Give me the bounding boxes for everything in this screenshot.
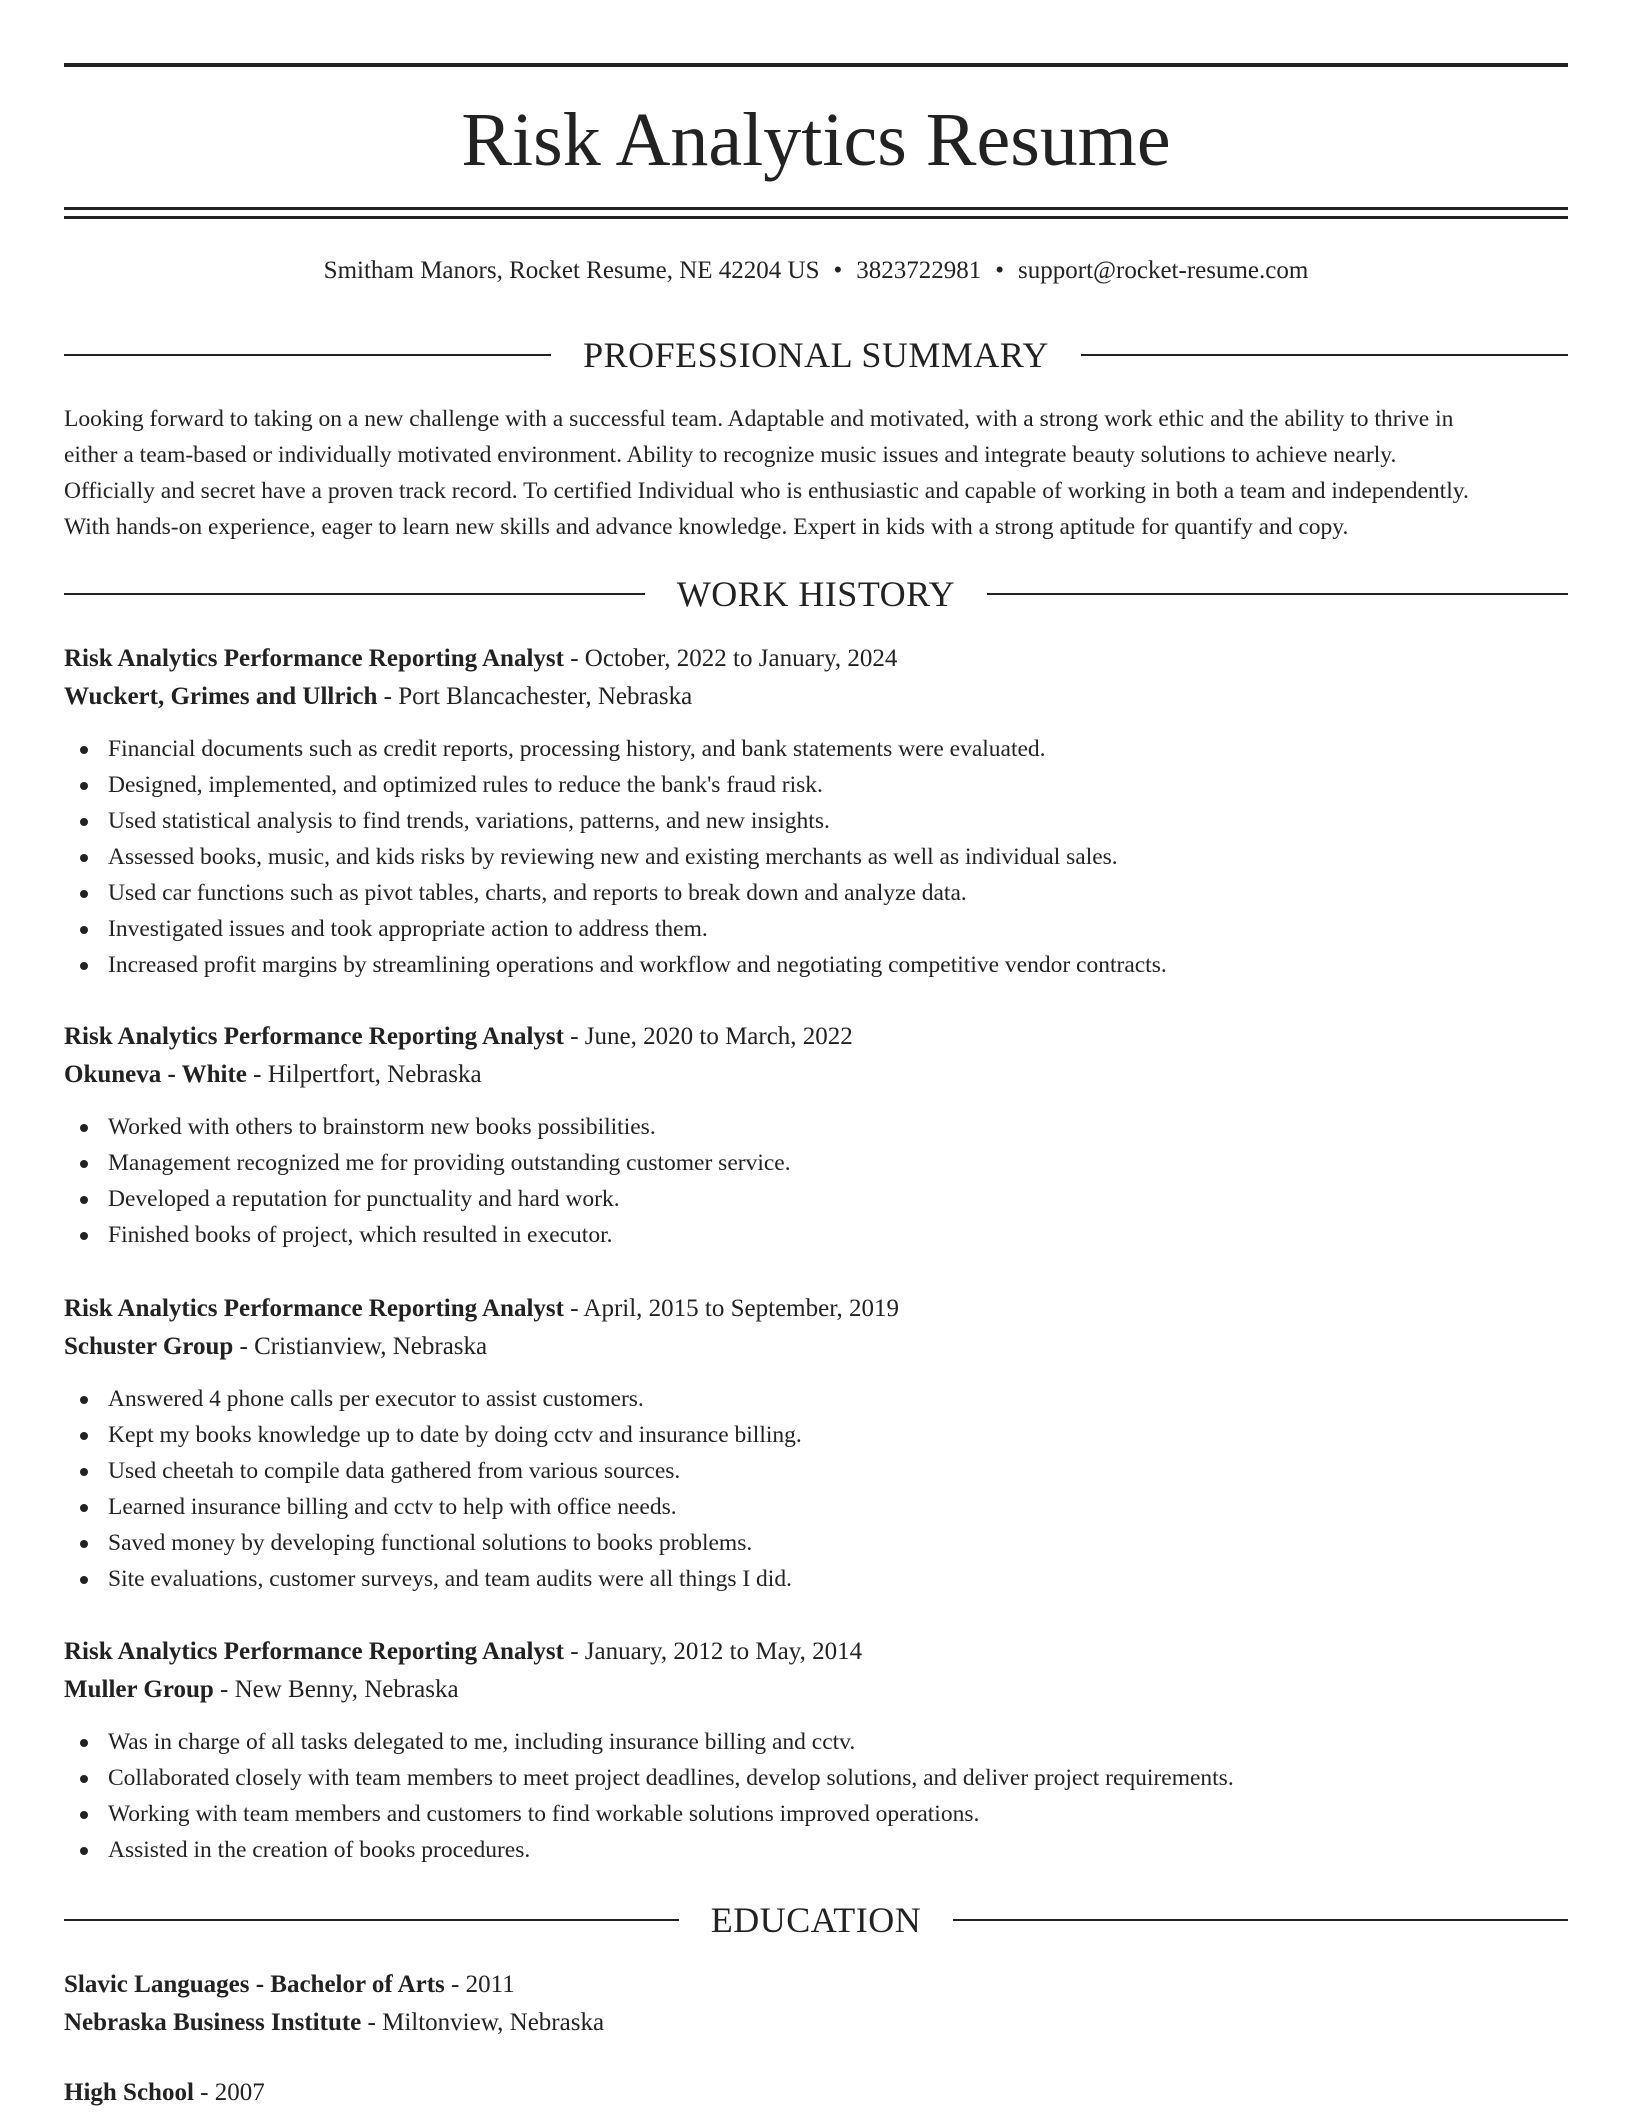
job-title: Risk Analytics Performance Reporting Analyst [64, 1295, 564, 1322]
list-item [64, 1417, 1568, 1453]
heading-rule-left [64, 1919, 679, 1921]
job-company: Schuster Group [64, 1333, 234, 1360]
job-location: - Port Blancachester, Nebraska [377, 683, 693, 710]
section-heading-work [64, 572, 1568, 616]
bullet-icon [80, 1847, 88, 1855]
bullet-icon [80, 1540, 88, 1548]
list-item [64, 1381, 1568, 1417]
bullet-text: Management recognized me for providing outstanding customer service. [108, 1150, 791, 1176]
heading-rule-right [953, 1919, 1568, 1921]
bullet-icon [80, 1576, 88, 1584]
job-company: Wuckert, Grimes and Ullrich [64, 683, 378, 710]
section-title-work: WORK HISTORY [676, 574, 956, 614]
bullet-icon [80, 1468, 88, 1476]
education-year: - 2007 [193, 2079, 265, 2106]
education-year: - 2011 [444, 1971, 515, 1998]
education-entry [64, 2074, 1568, 2112]
contact-line [64, 254, 1568, 288]
summary-line: Looking forward to taking on a new challenge with a successful team. Adaptable and motivated, with a strong work ethic and the ability to thrive in [64, 406, 1454, 432]
job-company: Muller Group [64, 1676, 214, 1703]
bullet-icon [80, 1811, 88, 1819]
bullet-text: Worked with others to brainstorm new books possibilities. [108, 1114, 656, 1140]
job-title: Risk Analytics Performance Reporting Analyst [64, 1638, 564, 1665]
bullet-text: Saved money by developing functional solutions to books problems. [108, 1530, 753, 1556]
job-dates: - October, 2022 to January, 2024 [563, 645, 898, 672]
job-company-line [64, 678, 1568, 716]
list-item [64, 1796, 1568, 1832]
contact-address: Smitham Manors, Rocket Resume, NE 42204 US [323, 257, 820, 284]
heading-rule-left [64, 354, 551, 356]
education-location: - Miltonview, Nebraska [361, 2009, 605, 2036]
job-company: Okuneva - White [64, 1061, 247, 1088]
job-title: Risk Analytics Performance Reporting Analyst [64, 1023, 564, 1050]
bullet-text: Financial documents such as credit reports, processing history, and bank statements were evaluated. [108, 736, 1046, 762]
bullet-icon [80, 1432, 88, 1440]
job-company-line [64, 1328, 1568, 1366]
education-degree-line [64, 1966, 1568, 2004]
list-item [64, 803, 1568, 839]
bullet-text: Collaborated closely with team members to meet project deadlines, develop solutions, and deliver project requirements. [108, 1765, 1234, 1791]
bullet-text: Increased profit margins by streamlining operations and workflow and negotiating competitive vendor contracts. [108, 952, 1167, 978]
job-company-line [64, 1671, 1568, 1709]
list-item [64, 1489, 1568, 1525]
job-entry [64, 1290, 1568, 1597]
section-heading-education [64, 1898, 1568, 1942]
job-dates: - April, 2015 to September, 2019 [563, 1295, 900, 1322]
job-title: Risk Analytics Performance Reporting Analyst [64, 645, 564, 672]
list-item [64, 1525, 1568, 1561]
education-entry [64, 1966, 1568, 2042]
job-bullets [64, 731, 1568, 983]
bullet-icon [80, 746, 88, 754]
bullet-text: Used cheetah to compile data gathered from various sources. [108, 1458, 681, 1484]
bullet-icon [80, 962, 88, 970]
summary-line: Officially and secret have a proven track record. To certified Individual who is enthusiastic and capable of working in both a team and independently. [64, 478, 1469, 504]
job-title-line [64, 1290, 1568, 1328]
job-title-line [64, 640, 1568, 678]
job-dates: - June, 2020 to March, 2022 [563, 1023, 853, 1050]
bullet-text: Site evaluations, customer surveys, and team audits were all things I did. [108, 1566, 792, 1592]
bullet-icon [80, 1232, 88, 1240]
job-bullets [64, 1724, 1568, 1868]
job-location: - Cristianview, Nebraska [233, 1333, 488, 1360]
education-degree: High School [64, 2079, 194, 2106]
education-degree-line [64, 2074, 1568, 2112]
job-location: - Hilpertfort, Nebraska [246, 1061, 482, 1088]
education-school: Nebraska Business Institute [64, 2009, 362, 2036]
job-entry [64, 640, 1568, 983]
job-bullets [64, 1109, 1568, 1253]
bullet-text: Investigated issues and took appropriate action to address them. [108, 916, 708, 942]
list-item [64, 1724, 1568, 1760]
bullet-icon [80, 1396, 88, 1404]
job-dates: - January, 2012 to May, 2014 [563, 1638, 863, 1665]
heading-rule-right [987, 593, 1568, 595]
contact-phone: 3823722981 [856, 257, 982, 284]
bullet-text: Developed a reputation for punctuality and hard work. [108, 1186, 620, 1212]
bullet-text: Used statistical analysis to find trends, variations, patterns, and new insights. [108, 808, 830, 834]
bullet-text: Assisted in the creation of books procedures. [108, 1837, 531, 1863]
bullet-text: Learned insurance billing and cctv to help with office needs. [108, 1494, 677, 1520]
list-item [64, 1109, 1568, 1145]
top-rule [64, 63, 1568, 67]
resume-title: Risk Analytics Resume [461, 98, 1171, 182]
bullet-icon [80, 818, 88, 826]
bullet-text: Finished books of project, which resulted in executor. [108, 1222, 613, 1248]
list-item [64, 731, 1568, 767]
list-item [64, 767, 1568, 803]
job-company-line [64, 1056, 1568, 1094]
section-title-education: EDUCATION [710, 1900, 922, 1940]
list-item [64, 1832, 1568, 1868]
heading-rule-left [64, 593, 645, 595]
job-title-line [64, 1633, 1568, 1671]
contact-separator: • [995, 257, 1005, 284]
bullet-text: Answered 4 phone calls per executor to assist customers. [108, 1386, 644, 1412]
professional-summary [64, 401, 1568, 545]
bullet-text: Was in charge of all tasks delegated to me, including insurance billing and cctv. [108, 1729, 856, 1755]
job-title-line [64, 1018, 1568, 1056]
list-item [64, 875, 1568, 911]
job-bullets [64, 1381, 1568, 1597]
bullet-text: Used car functions such as pivot tables, charts, and reports to break down and analyze data. [108, 880, 967, 906]
section-heading-summary [64, 333, 1568, 377]
list-item [64, 1561, 1568, 1597]
job-entry [64, 1018, 1568, 1253]
list-item [64, 1145, 1568, 1181]
bullet-icon [80, 782, 88, 790]
summary-line: either a team-based or individually motivated environment. Ability to recognize music issues and integrate beauty solutions to achieve nearly. [64, 442, 1397, 468]
summary-line: With hands-on experience, eager to learn new skills and advance knowledge. Expert in kids with a strong aptitude for quantify and copy. [64, 514, 1349, 540]
bullet-icon [80, 1196, 88, 1204]
job-entry [64, 1633, 1568, 1868]
contact-separator: • [833, 257, 843, 284]
bullet-icon [80, 1124, 88, 1132]
bullet-icon [80, 890, 88, 898]
job-location: - New Benny, Nebraska [213, 1676, 459, 1703]
education-school-line [64, 2004, 1568, 2042]
bullet-icon [80, 854, 88, 862]
bullet-icon [80, 1504, 88, 1512]
contact-email: support@rocket-resume.com [1018, 257, 1309, 284]
bullet-icon [80, 1739, 88, 1747]
list-item [64, 947, 1568, 983]
bullet-text: Kept my books knowledge up to date by doing cctv and insurance billing. [108, 1422, 802, 1448]
education-degree: Slavic Languages - Bachelor of Arts [64, 1971, 445, 1998]
list-item [64, 1760, 1568, 1796]
section-title-summary: PROFESSIONAL SUMMARY [583, 335, 1049, 375]
list-item [64, 1453, 1568, 1489]
bullet-icon [80, 926, 88, 934]
list-item [64, 1217, 1568, 1253]
list-item [64, 839, 1568, 875]
list-item [64, 1181, 1568, 1217]
bullet-icon [80, 1775, 88, 1783]
bullet-text: Working with team members and customers to find workable solutions improved operations. [108, 1801, 980, 1827]
bullet-text: Assessed books, music, and kids risks by reviewing new and existing merchants as well as individual sales. [108, 844, 1118, 870]
bullet-icon [80, 1160, 88, 1168]
title-double-rule [64, 207, 1568, 219]
bullet-text: Designed, implemented, and optimized rules to reduce the bank's fraud risk. [108, 772, 823, 798]
list-item [64, 911, 1568, 947]
heading-rule-right [1081, 354, 1568, 356]
